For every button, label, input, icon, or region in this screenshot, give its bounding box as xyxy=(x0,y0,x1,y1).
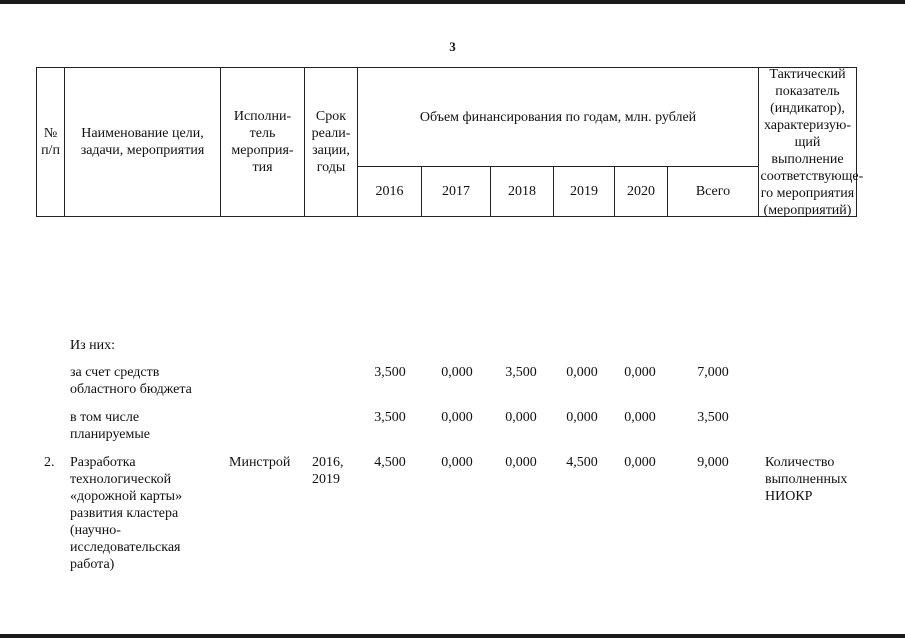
value-2018: 0,000 xyxy=(505,455,537,470)
header-executor: Исполни-тель мероприя-тия xyxy=(231,109,294,175)
item-term: 2016, 2019 xyxy=(312,455,344,487)
value-2016: 3,500 xyxy=(374,410,406,425)
bottom-border xyxy=(0,634,905,638)
header-year-2018: 2018 xyxy=(508,184,536,199)
header-bottom-line xyxy=(36,216,856,217)
page-number: 3 xyxy=(449,39,456,54)
header-total: Всего xyxy=(695,184,731,199)
value-2018: 0,000 xyxy=(505,410,537,425)
header-name: Наименование цели, задачи, мероприятия xyxy=(80,126,205,158)
value-2017: 0,000 xyxy=(441,365,473,380)
item-number: 2. xyxy=(44,455,55,470)
row-label: в том числе планируемые xyxy=(70,410,151,442)
value-total: 9,000 xyxy=(697,455,729,470)
value-total: 7,000 xyxy=(697,365,729,380)
value-total: 3,500 xyxy=(697,410,729,425)
item-executor: Минстрой xyxy=(229,455,291,470)
grid-vline xyxy=(856,67,857,217)
header-year-2016: 2016 xyxy=(375,184,404,199)
value-2020: 0,000 xyxy=(624,455,656,470)
header-year-2020: 2020 xyxy=(627,184,655,199)
item-name: Разработка технологической «дорожной карты» развития кластера (научно-исследовательская работа) xyxy=(70,455,183,572)
value-2016: 4,500 xyxy=(374,455,406,470)
value-2017: 0,000 xyxy=(441,455,473,470)
value-2018: 3,500 xyxy=(505,365,537,380)
of-which-label: Из них: xyxy=(70,338,116,353)
value-2019: 0,000 xyxy=(566,365,598,380)
row-label: за счет средств областного бюджета xyxy=(70,365,192,397)
value-2019: 4,500 xyxy=(566,455,598,470)
value-2016: 3,500 xyxy=(374,365,406,380)
header-year-2019: 2019 xyxy=(570,184,598,199)
value-2019: 0,000 xyxy=(566,410,598,425)
header-funding: Объем финансирования по годам, млн. рублей xyxy=(419,109,697,125)
header-no: № п/п xyxy=(41,126,60,158)
header-term: Срок реали-зации, годы xyxy=(311,109,351,175)
value-2020: 0,000 xyxy=(624,365,656,380)
item-indicator: Количество выполненных НИОКР xyxy=(765,455,848,504)
header-indicator: Тактический показатель (индикатор), характеризую-щий выполнение соответствующе-го мероприятия (мероприятий) xyxy=(760,66,864,218)
value-2020: 0,000 xyxy=(624,410,656,425)
top-border xyxy=(0,0,905,4)
value-2017: 0,000 xyxy=(441,410,473,425)
header-year-2017: 2017 xyxy=(442,184,470,199)
